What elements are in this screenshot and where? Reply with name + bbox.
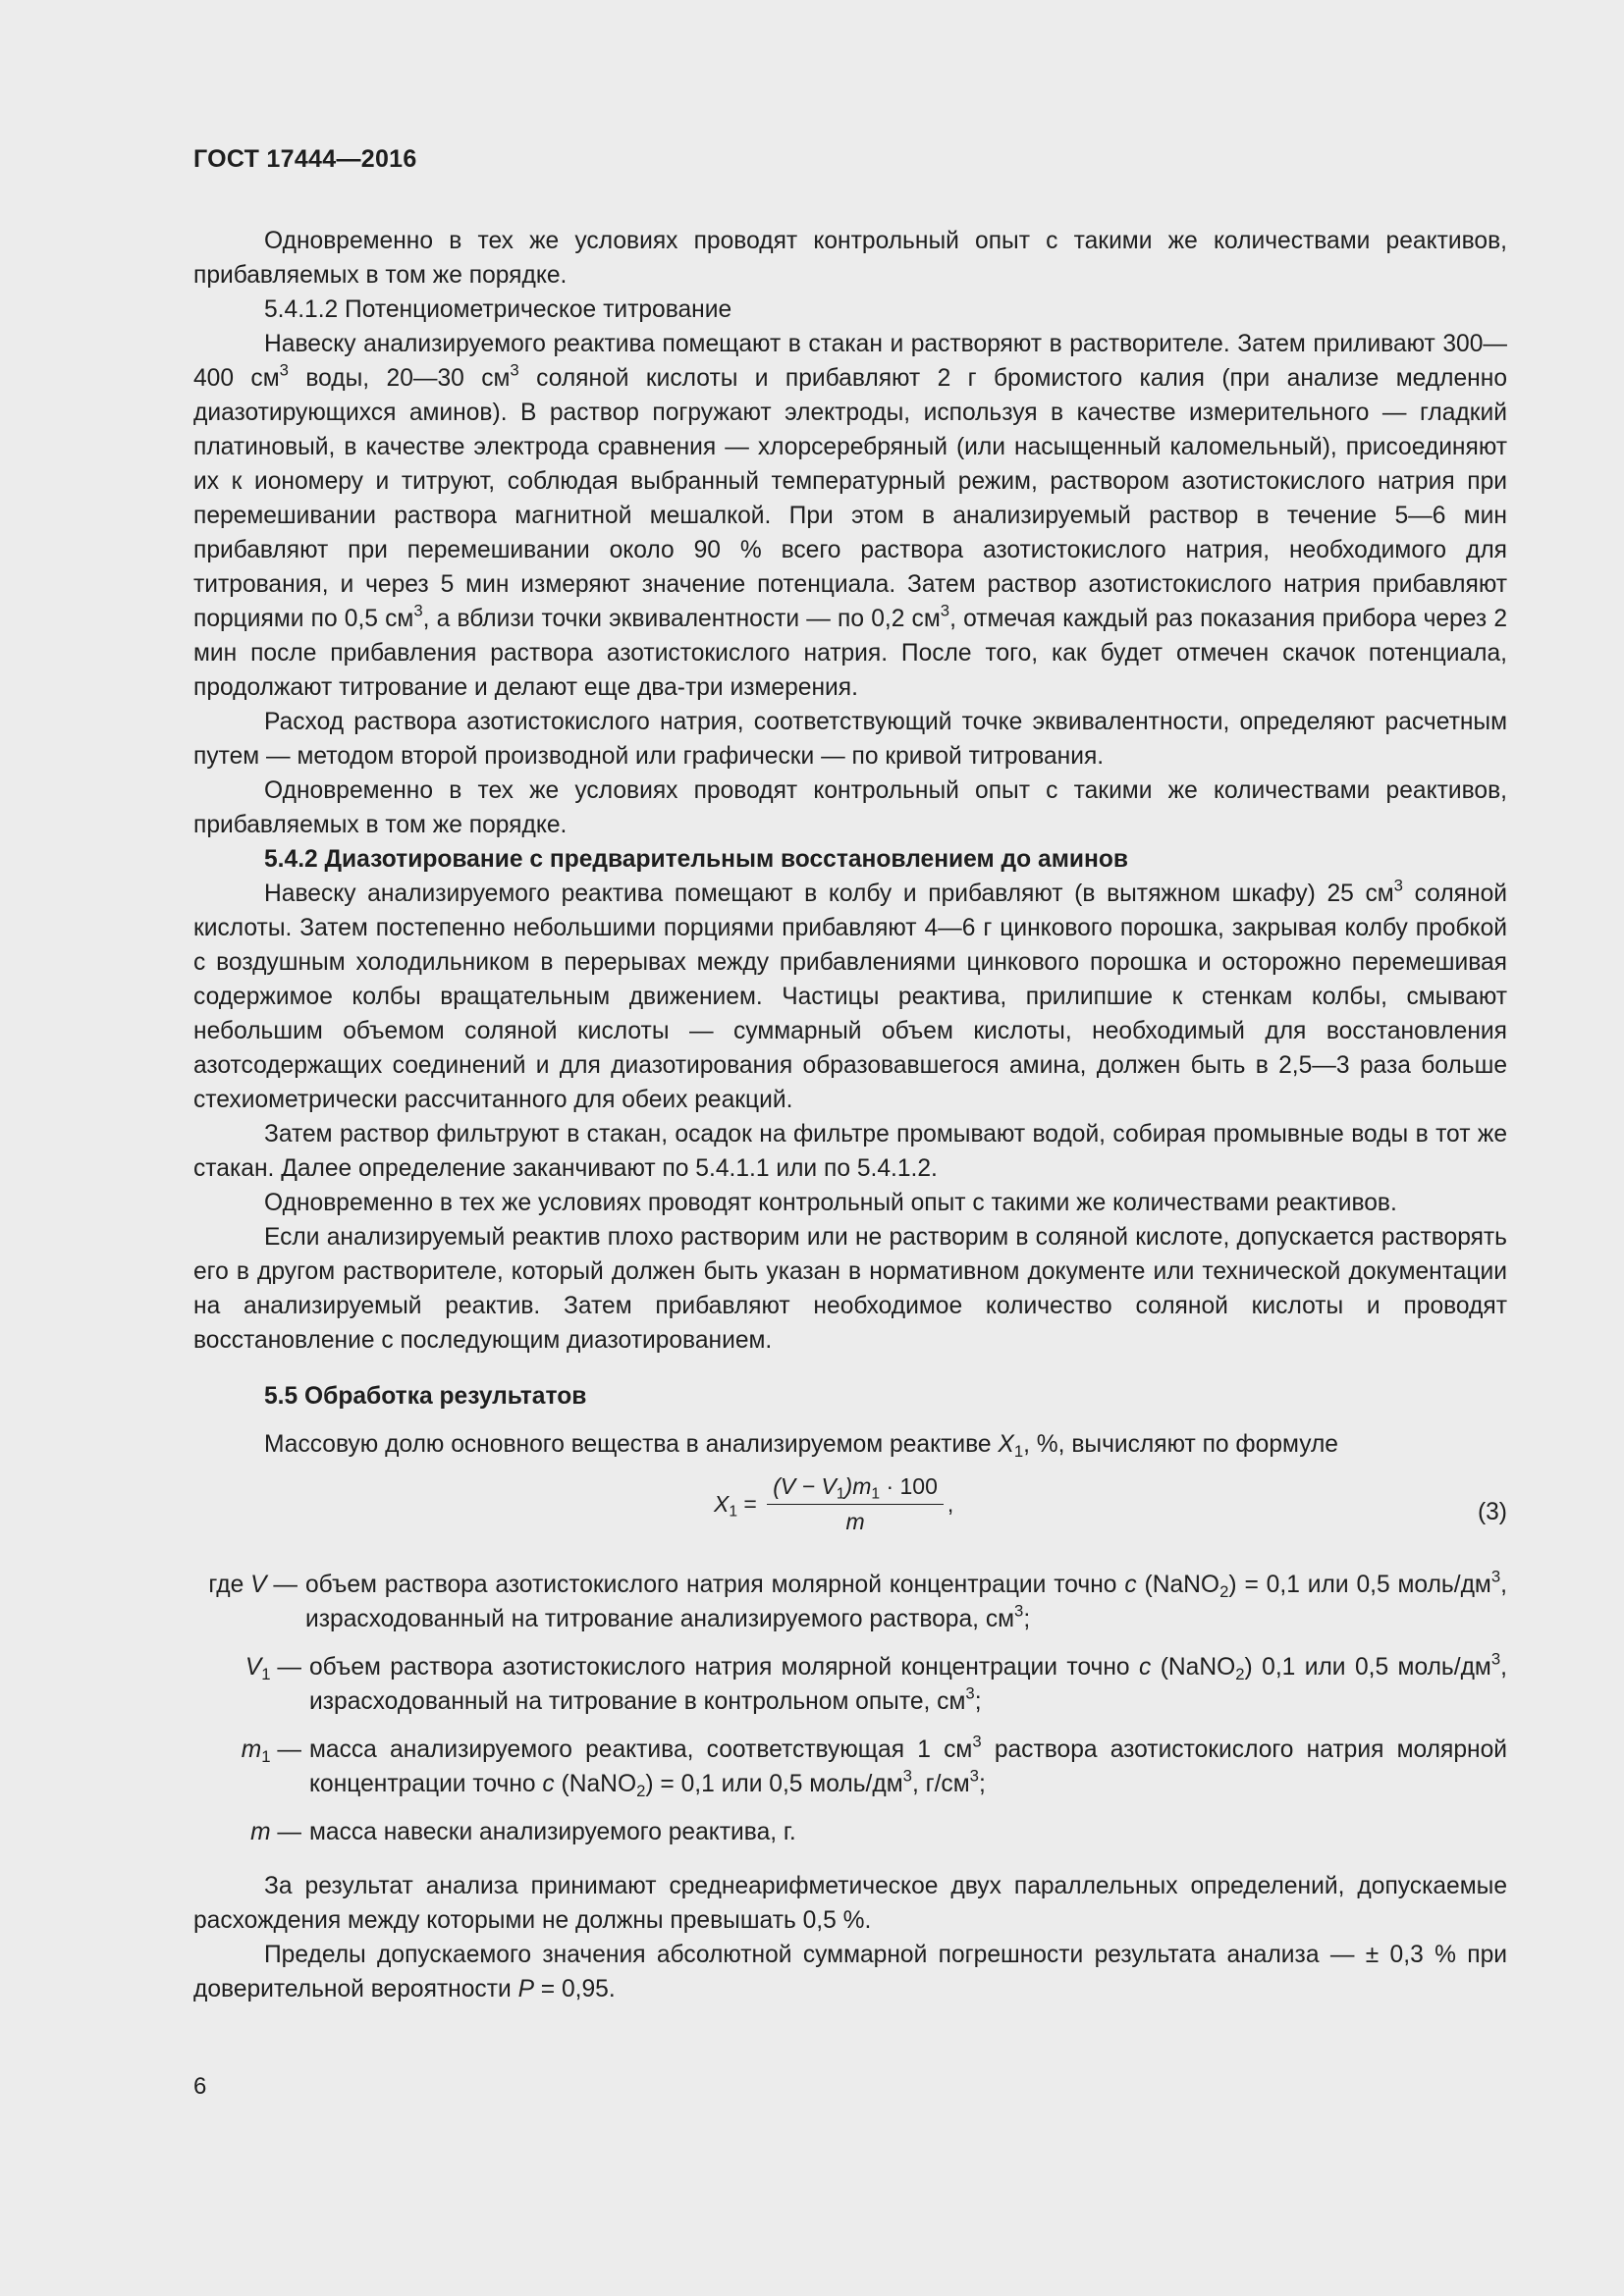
paragraph: Затем раствор фильтруют в стакан, осадок на фильтре промывают водой, собирая промывные воды в тот же стакан. Далее определение заканчивают по 5.4.1.1 или по 5.4.1.2. [193, 1121, 1507, 1182]
paragraph: Пределы допускаемого значения абсолютной суммарной погрешности результата анализа — ± 0,3 % при доверительной вероятности P = 0,95. [193, 1942, 1507, 2002]
paragraph: Если анализируемый реактив плохо растворим или не растворим в соляной кислоте, допускается растворять его в другом растворителе, который должен быть указан в нормативном документе или технической документации на анализируемый реактив. Затем прибавляют необходимое количество соляной кислоты и проводят восстановление с последующим диазотированием. [193, 1224, 1507, 1354]
paragraph: Расход раствора азотистокислого натрия, соответствующий точке эквивалентности, определяют расчетным путем — методом второй производной или графически — по кривой титрования. [193, 709, 1507, 770]
definition-item: $m_1$ — масса анализируемого реактива, соответствующая 1 $см^3$ раствора азотистокислого натрия молярной концентрации точно c (NaNO$_2$) = 0,1 или 0,5 моль/$дм^3$, $г/см^3$; [241, 1732, 1507, 1801]
formula-intro: Массовую долю основного вещества в анализируемом реактиве $X_1$, %, вычисляют по формуле [264, 1431, 1338, 1462]
paragraph: Одновременно в тех же условиях проводят контрольный опыт с такими же количествами реактивов, прибавляемых в том же порядке. [193, 777, 1507, 838]
variable-definitions [193, 1568, 1507, 1849]
formula-number: (3) [1477, 1499, 1507, 1525]
definition-item: где V — объем раствора азотистокислого натрия молярной концентрации точно c (NaNO$_2$) = 0,1 или 0,5 моль/$дм^3$, израсходованный на титрование анализируемого раствора, $см^3$; [208, 1567, 1507, 1632]
subsection-heading: 5.4.2 Диазотирование с предварительным восстановлением до аминов [264, 846, 1129, 873]
paragraph: Одновременно в тех же условиях проводят контрольный опыт с такими же количествами реактивов. [264, 1190, 1397, 1216]
definition-item: m — масса навески анализируемого реактива, г. [250, 1819, 796, 1845]
definition-item: $V_1$ — объем раствора азотистокислого натрия молярной концентрации точно c (NaNO$_2$) 0,1 или 0,5 моль/$дм^3$, израсходованный на титрование в контрольном опыте, $см^3$; [244, 1649, 1507, 1715]
page-number: 6 [193, 2073, 207, 2100]
formula: $X_1$ = $\frac{(V - V_1)m_1 \cdot 100}{m}$ , [714, 1473, 954, 1534]
document-body [193, 224, 1507, 2006]
formula-numerator: $(V - V_1)m_1 \cdot 100$ [767, 1471, 944, 1505]
document-header: ГОСТ 17444—2016 [193, 145, 417, 173]
paragraph: Навеску анализируемого реактива помещают в стакан и растворяют в растворителе. Затем приливают 300—400 $см^3$ воды, 20—30 $см^3$ соляной кислоты и прибавляют 2 г бромистого калия (при анализе медленно диазотирующихся аминов). В раствор погружают электроды, используя в качестве измерительного — гладкий платиновый, в качестве электрода сравнения — хлорсеребряный (или насыщенный каломельный), присоединяют их к иономеру и титруют, соблюдая выбранный температурный режим, раствором азотистокислого натрия при перемешивании раствора магнитной мешалкой. При этом в анализируемый раствор в течение 5—6 мин прибавляют при перемешивании около 90 % всего раствора азотистокислого натрия, необходимого для титрования, и через 5 мин измеряют значение потенциала. Затем раствор азотистокислого натрия прибавляют порциями по 0,5 $см^3$, а вблизи точки эквивалентности — по 0,2 $см^3$, отмечая каждый раз показания прибора через 2 мин после прибавления раствора азотистокислого натрия. После того, как будет отмечен скачок потенциала, продолжают титрование и делают еще два-три измерения. [193, 331, 1507, 701]
formula-fraction [767, 1471, 944, 1536]
subsection-heading: 5.4.1.2 Потенциометрическое титрование [264, 296, 732, 323]
paragraph: Навеску анализируемого реактива помещают в колбу и прибавляют (в вытяжном шкафу) 25 $см^3$ соляной кислоты. Затем постепенно небольшими порциями прибавляют 4—6 г цинкового порошка, закрывая колбу пробкой с воздушным холодильником в перерывах между прибавлениями цинкового порошка и осторожно перемешивая содержимое колбы вращательным движением. Частицы реактива, прилипшие к стенкам колбы, смывают небольшим объемом соляной кислоты — суммарный объем кислоты, необходимый для восстановления азотсодержащих соединений и для диазотирования образовавшегося амина, должен быть в 2,5—3 раза больше стехиометрически рассчитанного для обеих реакций. [193, 876, 1507, 1113]
section-heading: 5.5 Обработка результатов [264, 1383, 587, 1410]
paragraph: Одновременно в тех же условиях проводят контрольный опыт с такими же количествами реактивов, прибавляемых в том же порядке. [193, 228, 1507, 289]
formula-denominator: m [845, 1509, 865, 1534]
paragraph: За результат анализа принимают среднеарифметическое двух параллельных определений, допускаемые расхождения между которыми не должны превышать 0,5 %. [193, 1873, 1507, 1934]
formula-row [193, 1471, 1507, 1550]
